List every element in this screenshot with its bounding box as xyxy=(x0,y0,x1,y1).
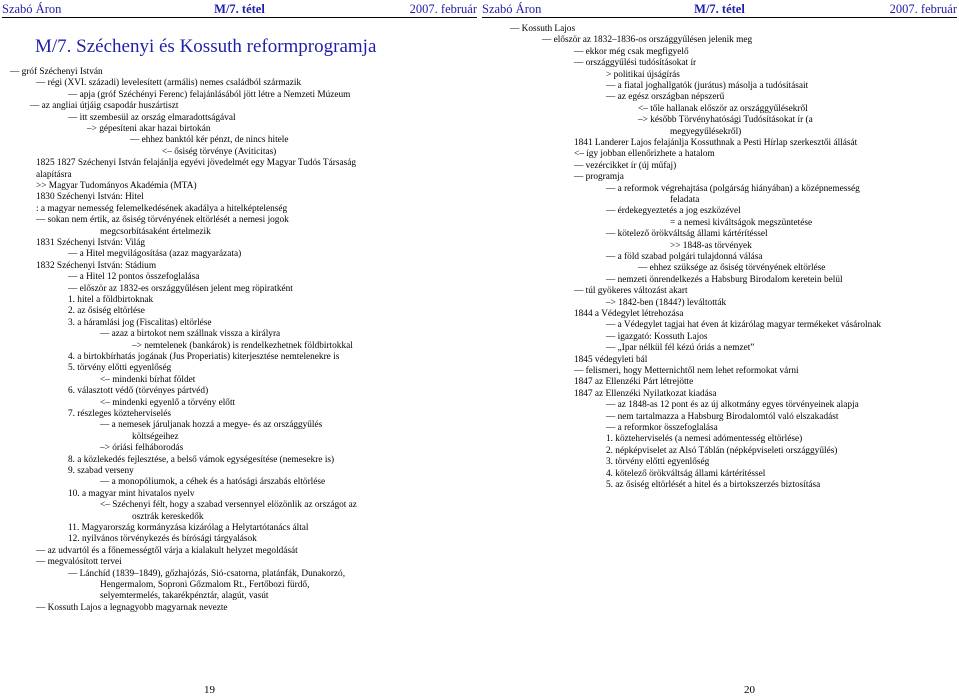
outline-line: 12. nyilvános törvénykezés és bírósági tárgyalások xyxy=(68,534,257,545)
page-header xyxy=(482,2,957,16)
outline-line: <– mindenki bírhat földet xyxy=(100,374,196,385)
outline-line: –> 1842-ben (1844?) leváltották xyxy=(606,297,727,308)
outline-line: — az egész országban népszerű xyxy=(606,92,725,103)
outline-line: — a monopóliumok, a céhek és a hatósági árszabás eltörlése xyxy=(100,477,326,488)
outline-line: 1832 Széchenyi István: Stádium xyxy=(36,260,157,271)
outline-line: — programja xyxy=(574,172,624,183)
header-author: Szabó Áron xyxy=(482,2,542,16)
outline-line: : a magyar nemesség felemelkedésének akadálya a hitelképtelenség xyxy=(36,203,288,214)
page-number-right: 20 xyxy=(744,684,755,696)
outline-line: selyemtermelés, takarékpénztár, alagút, vasút xyxy=(100,591,269,602)
outline-line: osztrák kereskedők xyxy=(132,511,204,522)
outline-line: — a nemesek járuljanak hozzá a megye- és az országgyűlés xyxy=(100,420,323,431)
outline-line: 3. a háramlási jog (Fiscalitas) eltörlése xyxy=(68,317,212,328)
outline-line: — nem tartalmazza a Habsburg Birodalomtól való elszakadást xyxy=(606,411,839,422)
outline-line: — megvalósított tervei xyxy=(36,557,122,568)
outline-line: 4. kötelező örökváltság állami kártérítéssel xyxy=(606,468,766,479)
outline-line: 1847 az Ellenzéki Párt létrejötte xyxy=(574,377,694,388)
outline-line: Hengermalom, Soproni Gőzmalom Rt., Fertőbozi fürdő, xyxy=(100,580,310,590)
page-left xyxy=(0,0,479,698)
outline-line: — a Hitel 12 pontos összefoglalása xyxy=(68,272,200,283)
page-number-left: 19 xyxy=(204,684,215,696)
outline-line: — Kossuth Lajos xyxy=(510,24,576,34)
outline-line: = a nemesi kiváltságok megszüntetése xyxy=(670,217,813,228)
outline-line: — apja (gróf Széchényi Ferenc) felajánlásából jött létre a Nemzeti Múzeum xyxy=(68,89,351,100)
outline-line: — Lánchíd (1839–1849), gőzhajózás, Sió-csatorna, platánfák, Dunakorzó, xyxy=(68,568,346,579)
outline-line: — az angliai útjáig csapodár huszártiszt xyxy=(30,101,179,112)
outline-line: 1847 az Ellenzéki Nyilatkozat kiadása xyxy=(574,388,717,399)
outline-line: — ehhez szüksége az ősiség törvényének eltörlése xyxy=(638,263,826,274)
outline-line: — nemzeti önrendelkezés a Habsburg Birodalom keretein belül xyxy=(606,274,843,285)
outline-line: <– így jobban ellenőrizhete a hatalom xyxy=(574,149,715,160)
outline-line: — az 1848-as 12 pont és az új alkotmány egyes törvényeinek alapja xyxy=(606,400,859,411)
outline-line: 1825 1827 Széchenyi István felajánlja egyévi jövedelmét egy Magyar Tudós Társaság xyxy=(36,158,356,169)
outline-line: <– Széchenyi félt, hogy a szabad versennyel elözönlik az országot az xyxy=(100,500,357,511)
outline-line: > politikai újságírás xyxy=(606,69,680,80)
outline-line: — a föld szabad polgári tulajdonná válása xyxy=(606,252,763,262)
header-date: 2007. február xyxy=(409,2,477,16)
page-title: M/7. Széchenyi és Kossuth reformprogramja xyxy=(35,36,377,57)
outline-line: 2. az ősiség eltörlése xyxy=(68,306,145,317)
header-date: 2007. február xyxy=(889,2,957,16)
outline-line: 11. Magyarország kormányzása kizárólag a Helytartótanács által xyxy=(68,523,309,533)
outline-line: — a reformok végrehajtása (polgárság hiányában) a középnemesség xyxy=(606,183,860,194)
page-header xyxy=(2,2,477,16)
header-rule xyxy=(2,17,477,18)
outline-line: — a fiatal joghallgatók (jurátus) másolja a tudósításait xyxy=(606,81,809,91)
outline-line: –> óriási felháborodás xyxy=(100,443,184,454)
outline-line: 6. választott védő (törvényes pártvéd) xyxy=(68,386,209,397)
page-right xyxy=(480,0,959,698)
outline-line: >> 1848-as törvények xyxy=(670,240,752,251)
outline-line: — ekkor még csak megfigyelő xyxy=(574,46,689,57)
outline-line: — sokan nem értik, az ősiség törvényének eltörlését a nemesi jogok xyxy=(36,215,289,226)
outline-line: — először az 1832–1836-os országgyűlésen jelenik meg xyxy=(542,35,753,46)
outline-line: 4. a birtokbírhatás jogának (Jus Properiatis) kiterjesztése nemtelenekre is xyxy=(68,352,340,362)
outline-line: 7. részleges közteherviselés xyxy=(68,409,171,419)
outline-line: >> Magyar Tudományos Akadémia (MTA) xyxy=(36,181,197,191)
header-topic: M/7. tétel xyxy=(694,2,745,16)
outline-line: — az udvartól és a főnemességtől várja a kialakult helyzet megoldását xyxy=(36,545,298,556)
outline-line: — a Hitel megvilágosítása (azaz magyarázata) xyxy=(68,249,242,260)
outline-line: 1. közteherviselés (a nemesi adómentesség eltörlése) xyxy=(606,434,803,445)
outline-line: 1. hitel a földbirtoknak xyxy=(68,295,154,305)
outline-line: megyegyűlésekről) xyxy=(670,126,742,137)
outline-line: 2. népképviselet az Alsó Táblán (népképviseleti országgyűlés) xyxy=(606,445,838,456)
outline-line: 1830 Széchenyi István: Hitel xyxy=(36,192,144,203)
outline-line: — először az 1832-es országgyűlésen jelent meg röpiratként xyxy=(68,283,293,294)
outline-line: 1844 a Védegylet létrehozása xyxy=(574,309,684,319)
outline-line: — régi (XVI. századi) levelesített (armális) nemes családból származik xyxy=(36,78,302,89)
outline-line: feladata xyxy=(670,195,700,205)
header-rule xyxy=(482,17,957,18)
outline-line: — itt szembesül az ország elmaradottságával xyxy=(68,112,236,123)
outline-line: — azaz a birtokot nem szállnak vissza a királyra xyxy=(100,329,281,340)
outline-line: — gróf Széchenyi István xyxy=(10,67,103,77)
outline-line: 5. az ősiség eltörlését a hitel és a birtokszerzés biztosítása xyxy=(606,480,821,490)
outline-line: <– ősiség törvénye (Aviticitas) xyxy=(162,146,277,157)
outline-line: alapításra xyxy=(36,169,72,180)
outline-line: — „Ipar nélkül fél kézú óriás a nemzet” xyxy=(606,343,755,354)
outline-line: — a Védegylet tagjai hat éven át kizárólag magyar termékeket vásárolnak xyxy=(606,320,881,331)
outline-line: –> később Törvényhatósági Tudósításokat ír (a xyxy=(638,115,813,126)
outline-line: 1845 védegyleti bál xyxy=(574,354,648,365)
outline-line: — felismeri, hogy Metternichtől nem lehet reformokat várni xyxy=(574,366,799,376)
outline-line: — igazgató: Kossuth Lajos xyxy=(606,331,708,342)
outline-line: — ehhez banktól kér pénzt, de nincs hitele xyxy=(130,135,289,146)
outline-line: <– mindenki egyenlő a törvény előtt xyxy=(100,397,236,408)
outline-line: költségeihez xyxy=(132,431,179,442)
outline-line: 1841 Landerer Lajos felajánlja Kossuthnak a Pesti Hírlap szerkesztői állását xyxy=(574,138,858,148)
outline-line: 3. törvény előtti egyenlőség xyxy=(606,457,710,468)
outline-line: 10. a magyar mint hivatalos nyelv xyxy=(68,488,195,499)
outline-line: — országgyűlési tudósításokat ír xyxy=(574,58,697,69)
outline-line: — kötelező örökváltság állami kártérítéssel xyxy=(606,229,768,240)
outline-line: — a reformkor összefoglalása xyxy=(606,423,718,433)
header-author: Szabó Áron xyxy=(2,2,62,16)
outline-line: 8. a közlekedés fejlesztése, a belső vámok egységesítése (nemesekre is) xyxy=(68,454,335,465)
outline-line: 1831 Széchenyi István: Világ xyxy=(36,238,146,248)
outline-line: 9. szabad verseny xyxy=(68,466,134,476)
outline-line: <– tőle hallanak először az országgyűlésekről xyxy=(638,103,808,114)
outline-line: 5. törvény előtti egyenlőség xyxy=(68,363,172,374)
outline-line: — túl gyökeres változást akart xyxy=(574,286,688,297)
outline-line: — vezércikket ír (új műfaj) xyxy=(574,160,677,171)
outline-line: –> gépesíteni akar hazai birtokán xyxy=(87,124,211,134)
outline-line: — Kossuth Lajos a legnagyobb magyarnak nevezte xyxy=(36,602,228,613)
outline-line: — érdekegyeztetés a jog eszközével xyxy=(606,206,741,217)
header-topic: M/7. tétel xyxy=(214,2,265,16)
outline-line: –> nemtelenek (bankárok) is rendelkezhetnek földbirtokkal xyxy=(132,340,353,351)
outline-line: megcsorbításaként értelmezik xyxy=(100,226,211,237)
